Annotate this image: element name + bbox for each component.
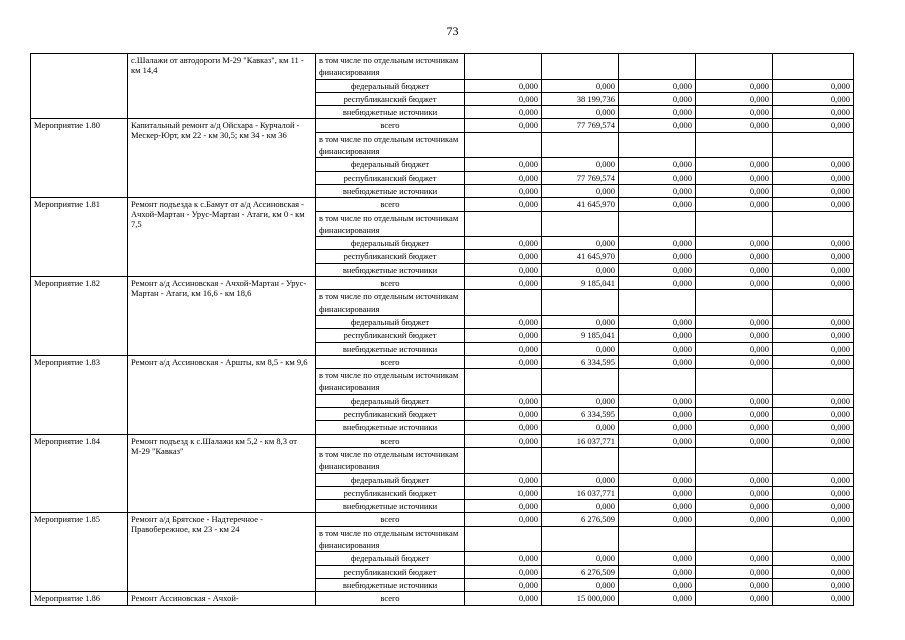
amount-cell: 9 185,041 bbox=[542, 277, 619, 290]
funding-source: в том числе по отдельным источникам финансирования bbox=[316, 54, 465, 80]
amount-cell: 0,000 bbox=[465, 277, 542, 290]
amount-cell: 0,000 bbox=[465, 355, 542, 368]
amount-cell: 0,000 bbox=[619, 434, 696, 447]
amount-cell: 0,000 bbox=[465, 263, 542, 276]
amount-cell: 0,000 bbox=[773, 421, 854, 434]
amount-cell: 0,000 bbox=[619, 106, 696, 119]
amount-cell bbox=[696, 526, 773, 552]
table-row bbox=[31, 198, 854, 211]
funding-source: внебюджетные источники bbox=[316, 342, 465, 355]
amount-cell: 0,000 bbox=[773, 277, 854, 290]
amount-cell: 77 769,574 bbox=[542, 171, 619, 184]
amount-cell: 0,000 bbox=[542, 315, 619, 328]
amount-cell bbox=[696, 447, 773, 473]
amount-cell bbox=[619, 447, 696, 473]
amount-cell: 0,000 bbox=[619, 263, 696, 276]
amount-cell: 0,000 bbox=[696, 184, 773, 197]
amount-cell: 0,000 bbox=[465, 565, 542, 578]
funding-table bbox=[30, 53, 854, 606]
amount-cell: 0,000 bbox=[465, 119, 542, 132]
amount-cell bbox=[465, 290, 542, 316]
amount-cell: 0,000 bbox=[773, 79, 854, 92]
amount-cell: 0,000 bbox=[773, 355, 854, 368]
amount-cell: 0,000 bbox=[773, 565, 854, 578]
amount-cell bbox=[542, 211, 619, 237]
measure-name: Капитальный ремонт а/д Ойсхара - Курчалой - Мескер-Юрт, км 22 - км 30,5; км 34 - км 36 bbox=[128, 119, 316, 198]
amount-cell: 0,000 bbox=[696, 250, 773, 263]
amount-cell: 0,000 bbox=[773, 106, 854, 119]
amount-cell bbox=[465, 132, 542, 158]
amount-cell: 0,000 bbox=[465, 434, 542, 447]
amount-cell bbox=[465, 369, 542, 395]
amount-cell: 0,000 bbox=[619, 355, 696, 368]
funding-source: федеральный бюджет bbox=[316, 394, 465, 407]
amount-cell: 0,000 bbox=[696, 592, 773, 606]
amount-cell: 0,000 bbox=[542, 500, 619, 513]
amount-cell bbox=[542, 290, 619, 316]
amount-cell: 0,000 bbox=[465, 500, 542, 513]
amount-cell bbox=[619, 54, 696, 80]
amount-cell: 16 037,771 bbox=[542, 434, 619, 447]
funding-source: республиканский бюджет bbox=[316, 92, 465, 105]
amount-cell: 0,000 bbox=[619, 237, 696, 250]
measure-label: Мероприятие 1.84 bbox=[31, 434, 128, 513]
amount-cell: 0,000 bbox=[465, 421, 542, 434]
amount-cell: 0,000 bbox=[542, 184, 619, 197]
measure-label: Мероприятие 1.83 bbox=[31, 355, 128, 434]
amount-cell: 0,000 bbox=[696, 342, 773, 355]
measure-name: Ремонт а/д Брятское - Надтеречное - Правобережное, км 23 - км 24 bbox=[128, 513, 316, 592]
amount-cell: 0,000 bbox=[773, 237, 854, 250]
amount-cell bbox=[696, 290, 773, 316]
amount-cell: 0,000 bbox=[773, 171, 854, 184]
amount-cell: 0,000 bbox=[696, 119, 773, 132]
amount-cell: 38 199,736 bbox=[542, 92, 619, 105]
funding-source: федеральный бюджет bbox=[316, 158, 465, 171]
measure-label: Мероприятие 1.80 bbox=[31, 119, 128, 198]
amount-cell: 0,000 bbox=[773, 342, 854, 355]
amount-cell bbox=[465, 54, 542, 80]
funding-source: всего bbox=[316, 513, 465, 526]
amount-cell: 0,000 bbox=[773, 578, 854, 591]
amount-cell: 0,000 bbox=[619, 486, 696, 499]
table-row bbox=[31, 513, 854, 526]
measure-name: Ремонт а/д Ассиновская - Ачхой-Мартан - Урус-Мартан - Атаги, км 16,6 - км 18,6 bbox=[128, 277, 316, 356]
amount-cell bbox=[542, 54, 619, 80]
funding-source: всего bbox=[316, 198, 465, 211]
table-row bbox=[31, 434, 854, 447]
amount-cell: 6 334,595 bbox=[542, 408, 619, 421]
amount-cell: 0,000 bbox=[696, 355, 773, 368]
amount-cell: 0,000 bbox=[773, 250, 854, 263]
amount-cell: 0,000 bbox=[696, 158, 773, 171]
amount-cell bbox=[542, 447, 619, 473]
amount-cell: 0,000 bbox=[619, 342, 696, 355]
amount-cell: 0,000 bbox=[542, 552, 619, 565]
amount-cell bbox=[619, 211, 696, 237]
amount-cell: 0,000 bbox=[542, 263, 619, 276]
measure-name: Ремонт Ассиновская - Ачхой- bbox=[128, 592, 316, 606]
funding-source: всего bbox=[316, 355, 465, 368]
amount-cell: 0,000 bbox=[773, 92, 854, 105]
amount-cell: 0,000 bbox=[696, 79, 773, 92]
amount-cell: 0,000 bbox=[773, 486, 854, 499]
funding-source: в том числе по отдельным источникам финансирования bbox=[316, 132, 465, 158]
amount-cell: 0,000 bbox=[773, 434, 854, 447]
amount-cell: 41 645,970 bbox=[542, 198, 619, 211]
amount-cell: 0,000 bbox=[465, 237, 542, 250]
amount-cell bbox=[696, 369, 773, 395]
amount-cell: 0,000 bbox=[619, 198, 696, 211]
measure-name: Ремонт а/д Ассиновская - Аршты, км 8,5 - км 9,6 bbox=[128, 355, 316, 434]
amount-cell: 0,000 bbox=[465, 106, 542, 119]
amount-cell: 0,000 bbox=[696, 171, 773, 184]
table-row bbox=[31, 54, 854, 80]
amount-cell: 0,000 bbox=[542, 79, 619, 92]
amount-cell: 0,000 bbox=[465, 408, 542, 421]
amount-cell: 0,000 bbox=[696, 277, 773, 290]
measure-label: Мероприятие 1.85 bbox=[31, 513, 128, 592]
amount-cell: 0,000 bbox=[619, 277, 696, 290]
amount-cell: 16 037,771 bbox=[542, 486, 619, 499]
amount-cell: 0,000 bbox=[773, 473, 854, 486]
amount-cell: 0,000 bbox=[696, 329, 773, 342]
amount-cell: 0,000 bbox=[465, 342, 542, 355]
funding-source: республиканский бюджет bbox=[316, 565, 465, 578]
amount-cell bbox=[542, 369, 619, 395]
funding-source: федеральный бюджет bbox=[316, 237, 465, 250]
amount-cell: 0,000 bbox=[773, 408, 854, 421]
amount-cell: 0,000 bbox=[696, 486, 773, 499]
amount-cell bbox=[773, 447, 854, 473]
amount-cell: 0,000 bbox=[619, 552, 696, 565]
amount-cell bbox=[619, 132, 696, 158]
funding-source: всего bbox=[316, 277, 465, 290]
amount-cell bbox=[773, 369, 854, 395]
amount-cell: 0,000 bbox=[619, 513, 696, 526]
amount-cell: 0,000 bbox=[465, 184, 542, 197]
measure-name: Ремонт подъезд к с.Шалажи км 5,2 - км 8,3 от М-29 "Кавказ" bbox=[128, 434, 316, 513]
amount-cell: 0,000 bbox=[619, 79, 696, 92]
amount-cell: 41 645,970 bbox=[542, 250, 619, 263]
amount-cell: 0,000 bbox=[619, 592, 696, 606]
amount-cell: 0,000 bbox=[619, 473, 696, 486]
amount-cell: 0,000 bbox=[542, 394, 619, 407]
amount-cell: 0,000 bbox=[696, 434, 773, 447]
amount-cell: 0,000 bbox=[696, 473, 773, 486]
amount-cell bbox=[465, 526, 542, 552]
funding-source: республиканский бюджет bbox=[316, 250, 465, 263]
funding-source: в том числе по отдельным источникам финансирования bbox=[316, 369, 465, 395]
funding-source: внебюджетные источники bbox=[316, 500, 465, 513]
amount-cell: 0,000 bbox=[773, 263, 854, 276]
amount-cell: 0,000 bbox=[696, 408, 773, 421]
funding-source: внебюджетные источники bbox=[316, 106, 465, 119]
amount-cell: 0,000 bbox=[619, 92, 696, 105]
amount-cell: 0,000 bbox=[465, 250, 542, 263]
amount-cell: 0,000 bbox=[696, 421, 773, 434]
amount-cell: 0,000 bbox=[696, 565, 773, 578]
amount-cell: 0,000 bbox=[773, 184, 854, 197]
amount-cell: 0,000 bbox=[465, 198, 542, 211]
amount-cell: 0,000 bbox=[465, 92, 542, 105]
amount-cell: 0,000 bbox=[696, 106, 773, 119]
funding-source: всего bbox=[316, 592, 465, 606]
amount-cell bbox=[696, 211, 773, 237]
amount-cell: 0,000 bbox=[465, 79, 542, 92]
amount-cell: 0,000 bbox=[619, 315, 696, 328]
amount-cell: 0,000 bbox=[619, 394, 696, 407]
funding-source: республиканский бюджет bbox=[316, 486, 465, 499]
table-row bbox=[31, 277, 854, 290]
funding-source: в том числе по отдельным источникам финансирования bbox=[316, 211, 465, 237]
measure-name: с.Шалажи от автодороги М-29 "Кавказ", км 11 - км 14,4 bbox=[128, 54, 316, 119]
funding-source: внебюджетные источники bbox=[316, 263, 465, 276]
funding-source: федеральный бюджет bbox=[316, 473, 465, 486]
amount-cell: 0,000 bbox=[465, 552, 542, 565]
amount-cell: 0,000 bbox=[696, 315, 773, 328]
funding-source: внебюджетные источники bbox=[316, 184, 465, 197]
amount-cell: 0,000 bbox=[773, 158, 854, 171]
amount-cell: 0,000 bbox=[619, 250, 696, 263]
amount-cell: 0,000 bbox=[696, 92, 773, 105]
amount-cell: 0,000 bbox=[542, 106, 619, 119]
funding-source: внебюджетные источники bbox=[316, 421, 465, 434]
page-number: 73 bbox=[446, 24, 459, 38]
funding-source: федеральный бюджет bbox=[316, 79, 465, 92]
amount-cell: 0,000 bbox=[696, 394, 773, 407]
funding-source: республиканский бюджет bbox=[316, 171, 465, 184]
funding-source: федеральный бюджет bbox=[316, 552, 465, 565]
amount-cell: 0,000 bbox=[773, 513, 854, 526]
amount-cell bbox=[773, 132, 854, 158]
measure-name: Ремонт подъезда к с.Бамут от а/д Ассиновская - Ачхой-Мартан - Урус-Мартан - Атаги, км 0 - км 7,5 bbox=[128, 198, 316, 277]
amount-cell: 0,000 bbox=[619, 578, 696, 591]
amount-cell: 0,000 bbox=[773, 315, 854, 328]
table-row bbox=[31, 592, 854, 606]
amount-cell: 0,000 bbox=[696, 513, 773, 526]
measure-label bbox=[31, 54, 128, 119]
funding-source: в том числе по отдельным источникам финансирования bbox=[316, 447, 465, 473]
amount-cell: 0,000 bbox=[542, 158, 619, 171]
amount-cell: 0,000 bbox=[542, 237, 619, 250]
amount-cell bbox=[542, 526, 619, 552]
amount-cell: 6 334,595 bbox=[542, 355, 619, 368]
measure-label: Мероприятие 1.81 bbox=[31, 198, 128, 277]
amount-cell: 0,000 bbox=[696, 552, 773, 565]
funding-source: всего bbox=[316, 434, 465, 447]
amount-cell: 0,000 bbox=[696, 578, 773, 591]
amount-cell bbox=[773, 526, 854, 552]
amount-cell: 0,000 bbox=[619, 158, 696, 171]
funding-source: внебюджетные источники bbox=[316, 578, 465, 591]
amount-cell bbox=[696, 132, 773, 158]
amount-cell: 0,000 bbox=[465, 329, 542, 342]
amount-cell bbox=[465, 211, 542, 237]
amount-cell bbox=[542, 132, 619, 158]
amount-cell: 0,000 bbox=[542, 421, 619, 434]
amount-cell: 0,000 bbox=[542, 578, 619, 591]
amount-cell: 0,000 bbox=[619, 408, 696, 421]
amount-cell: 0,000 bbox=[619, 184, 696, 197]
amount-cell bbox=[696, 54, 773, 80]
funding-source: федеральный бюджет bbox=[316, 315, 465, 328]
amount-cell bbox=[619, 290, 696, 316]
amount-cell: 0,000 bbox=[465, 486, 542, 499]
amount-cell: 0,000 bbox=[696, 500, 773, 513]
amount-cell: 0,000 bbox=[773, 592, 854, 606]
amount-cell: 6 276,509 bbox=[542, 513, 619, 526]
amount-cell: 0,000 bbox=[465, 394, 542, 407]
amount-cell: 0,000 bbox=[773, 552, 854, 565]
amount-cell: 15 000,000 bbox=[542, 592, 619, 606]
amount-cell: 0,000 bbox=[696, 237, 773, 250]
amount-cell: 0,000 bbox=[619, 171, 696, 184]
amount-cell: 0,000 bbox=[696, 263, 773, 276]
amount-cell: 0,000 bbox=[696, 198, 773, 211]
funding-source: в том числе по отдельным источникам финансирования bbox=[316, 290, 465, 316]
amount-cell: 0,000 bbox=[465, 315, 542, 328]
amount-cell bbox=[619, 369, 696, 395]
amount-cell bbox=[465, 447, 542, 473]
amount-cell: 0,000 bbox=[465, 592, 542, 606]
amount-cell bbox=[619, 526, 696, 552]
amount-cell: 0,000 bbox=[773, 500, 854, 513]
amount-cell: 0,000 bbox=[619, 329, 696, 342]
funding-source: республиканский бюджет bbox=[316, 408, 465, 421]
amount-cell: 0,000 bbox=[465, 158, 542, 171]
amount-cell bbox=[773, 211, 854, 237]
amount-cell: 0,000 bbox=[773, 329, 854, 342]
amount-cell bbox=[773, 54, 854, 80]
measure-label: Мероприятие 1.82 bbox=[31, 277, 128, 356]
measure-label: Мероприятие 1.86 bbox=[31, 592, 128, 606]
amount-cell: 0,000 bbox=[619, 500, 696, 513]
amount-cell: 0,000 bbox=[542, 342, 619, 355]
amount-cell: 0,000 bbox=[773, 119, 854, 132]
amount-cell: 0,000 bbox=[619, 565, 696, 578]
amount-cell: 9 185,041 bbox=[542, 329, 619, 342]
table-row bbox=[31, 119, 854, 132]
funding-source: всего bbox=[316, 119, 465, 132]
amount-cell: 0,000 bbox=[619, 421, 696, 434]
funding-source: в том числе по отдельным источникам финансирования bbox=[316, 526, 465, 552]
amount-cell: 77 769,574 bbox=[542, 119, 619, 132]
amount-cell: 0,000 bbox=[619, 119, 696, 132]
amount-cell: 0,000 bbox=[773, 198, 854, 211]
amount-cell bbox=[773, 290, 854, 316]
funding-source: республиканский бюджет bbox=[316, 329, 465, 342]
amount-cell: 0,000 bbox=[465, 578, 542, 591]
amount-cell: 0,000 bbox=[542, 473, 619, 486]
amount-cell: 0,000 bbox=[465, 513, 542, 526]
amount-cell: 0,000 bbox=[465, 171, 542, 184]
amount-cell: 0,000 bbox=[773, 394, 854, 407]
amount-cell: 0,000 bbox=[465, 473, 542, 486]
table-row bbox=[31, 355, 854, 368]
amount-cell: 6 276,509 bbox=[542, 565, 619, 578]
